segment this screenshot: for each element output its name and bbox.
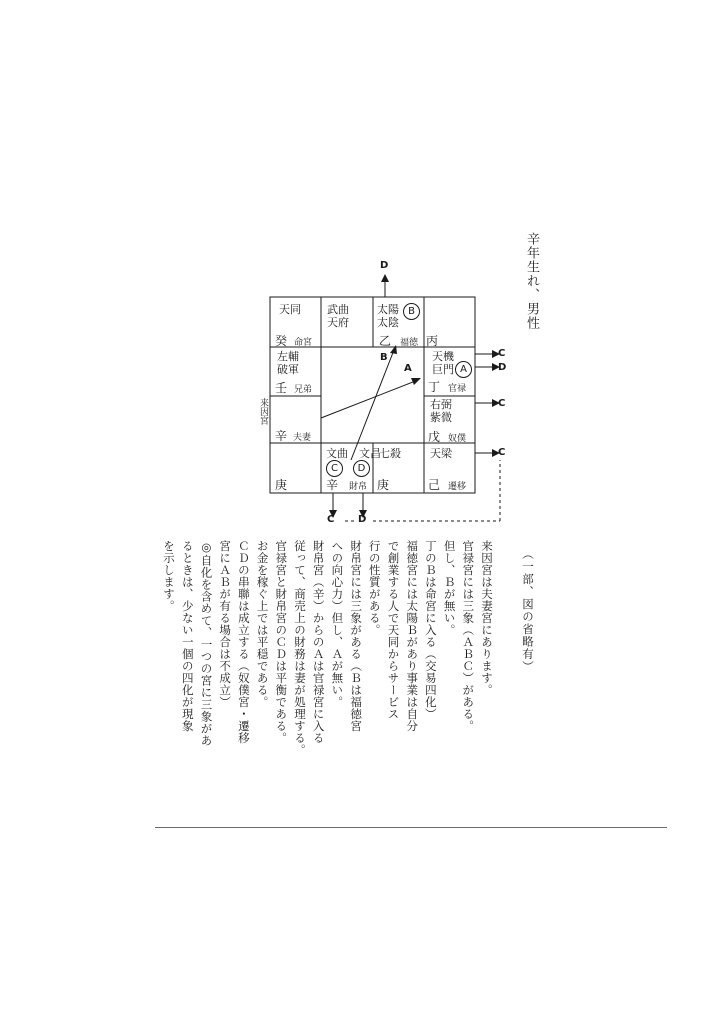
page-title: 辛年生れ、男性 — [524, 232, 539, 330]
cell-zi-stem: 庚 — [377, 478, 390, 492]
cell-you-palace: 官禄 — [448, 384, 467, 394]
cell-xu-stars: 右弼 紫微 — [430, 398, 452, 424]
cell-mao-palace: 夫妻 — [293, 433, 312, 443]
explanation-line: 財帛宮（辛）からのＡは官禄宮に入る — [311, 540, 326, 744]
cell-xu-palace: 奴僕 — [448, 434, 467, 444]
center-marker-b: B — [380, 352, 388, 363]
explanation-line: 財帛宮には三象がある（Ｂは福徳宮 — [349, 540, 364, 732]
explanation-line: ＣＤの串聯は成立する（奴僕宮・遷移 — [236, 540, 251, 744]
cell-wei-stem: 乙 — [379, 334, 392, 348]
explanation-line: を示します。 — [162, 540, 177, 612]
circle-c: C — [326, 460, 343, 477]
explanation-line: 福徳宮には太陽Ｂがあり事業は自分 — [405, 540, 420, 732]
figure-note: （一部、図の省略有） — [521, 548, 535, 673]
cell-zi-stars: 七殺 — [379, 447, 401, 460]
cell-chou-stars: 文曲 文昌 — [326, 447, 381, 460]
cell-chen-stars: 左輔 破軍 — [277, 350, 299, 376]
cell-mao-stem: 辛 — [275, 429, 288, 443]
explanation-line: 官禄宮には三象（ＡＢＣ）がある。 — [461, 540, 476, 732]
cell-si-stem: 癸 — [275, 334, 288, 348]
cell-shen-stem: 丙 — [426, 334, 439, 348]
arrow-right-label-3: C — [498, 398, 506, 409]
explanation-line: への向心力）但し、Ａが無い。 — [330, 540, 345, 708]
cell-si-palace: 命宮 — [294, 338, 313, 348]
arrow-bottom-label-d: D — [358, 514, 367, 525]
explanation-line: 来因宮は夫妻宮にあります。 — [480, 540, 494, 696]
cell-hai-palace: 遷移 — [448, 482, 467, 492]
cell-wei-stars: 太陽 太陰 — [377, 303, 399, 329]
explanation-line: 丁のＢは命宮に入る（交易四化） — [423, 540, 438, 720]
cell-xu-stem: 戊 — [428, 430, 441, 444]
explanation-line: るときは、少ない一個の四化が現象 — [180, 540, 195, 732]
explanation-line: 行の性質がある。 — [367, 540, 382, 636]
cell-wu-stars: 武曲 天府 — [327, 303, 349, 329]
arrow-bottom-label-c: C — [327, 514, 335, 525]
circle-b: B — [403, 303, 420, 320]
explanation-line: 官禄宮と財帛宮のＣＤは平衡である。 — [274, 540, 289, 744]
center-marker-a: A — [404, 363, 412, 374]
side-label: 来因宮 — [258, 398, 268, 425]
cell-chou-palace: 財帛 — [349, 482, 368, 492]
explanation-text — [162, 540, 496, 780]
arrow-top-label: D — [380, 260, 389, 271]
arrow-right-label-4: C — [498, 447, 506, 458]
arrow-right-label-1: C — [498, 348, 506, 359]
explanation-line: 宮にＡＢが有る場合は不成立） — [218, 540, 233, 708]
cell-wei-palace: 福徳 — [400, 338, 419, 348]
circle-a: A — [455, 361, 472, 378]
arrow-right-label-2: D — [498, 362, 507, 373]
cell-you-stem: 丁 — [428, 380, 441, 394]
explanation-line: ◎自化を含めて、一つの宮に三象があ — [199, 540, 214, 747]
explanation-line: 従って、商売上の財務は妻が処理する。 — [292, 540, 307, 756]
cell-hai-stem: 己 — [428, 478, 441, 492]
divider-line — [155, 827, 667, 828]
cell-yin-stem: 庚 — [275, 478, 288, 492]
cell-chen-palace: 兄弟 — [294, 385, 313, 395]
cell-si-stars: 天同 — [279, 303, 301, 316]
cell-chou-stem: 辛 — [326, 478, 339, 492]
explanation-line: お金を稼ぐ上では平穏である。 — [255, 540, 270, 708]
explanation-line: で創業する人で天同からサービス — [386, 540, 401, 720]
explanation-line: 但し、Ｂが無い。 — [442, 540, 457, 636]
cell-you-stars: 天機 巨門 — [432, 350, 454, 376]
circle-d: D — [353, 460, 370, 477]
cell-hai-stars: 天梁 — [430, 447, 452, 460]
cell-chen-stem: 壬 — [275, 381, 288, 395]
